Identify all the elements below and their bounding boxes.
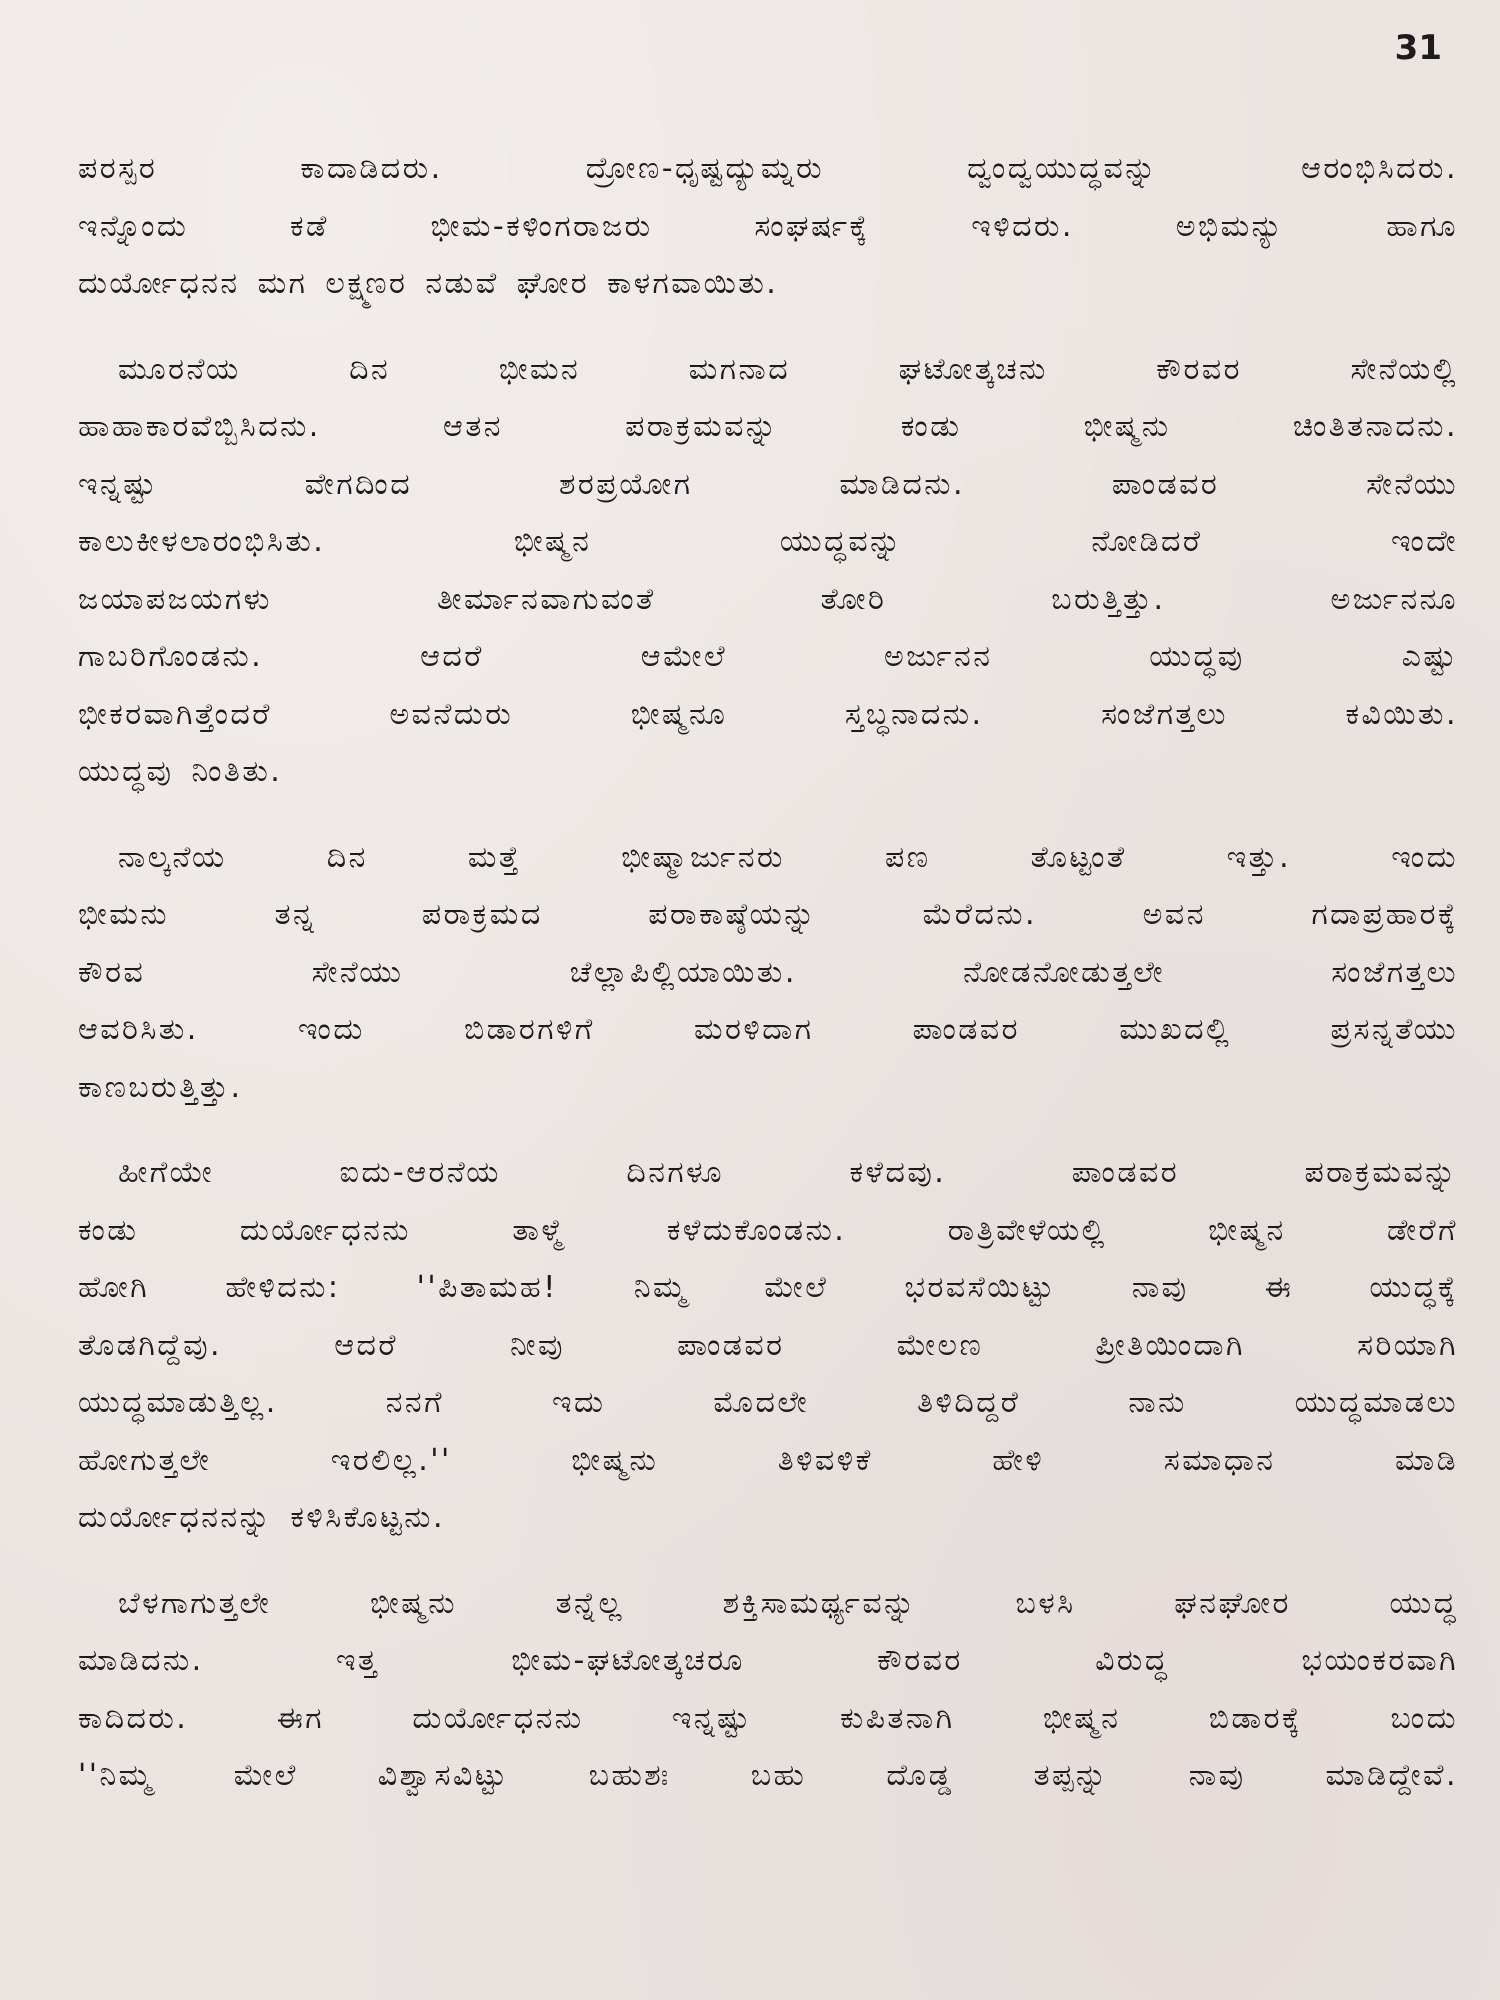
paragraph <box>78 341 1458 801</box>
text-line: ತೊಡಗಿದ್ದೆವು. ಆದರೆ ನೀವು ಪಾಂಡವರ ಮೇಲಣ ಪ್ರೀತಿಯಿಂದಾಗಿ ಸರಿಯಾಗಿ <box>78 1327 1458 1363</box>
text-line: ಗಾಬರಿಗೊಂಡನು. ಆದರೆ ಆಮೇಲೆ ಅರ್ಜುನನ ಯುದ್ಧವು ಎಷ್ಟು <box>78 639 1458 674</box>
text-line: ಯುದ್ಧವು ನಿಂತಿತು. <box>78 754 283 789</box>
text-line: ದುರ್ಯೋಧನನನ್ನು ಕಳಿಸಿಕೊಟ್ಟನು. <box>78 1500 446 1535</box>
text-line: ಕೌರವ ಸೇನೆಯು ಚೆಲ್ಲಾಪಿಲ್ಲಿಯಾಯಿತು. ನೋಡನೋಡುತ್ತಲೇ ಸಂಜೆಗತ್ತಲು <box>78 954 1458 990</box>
text-line: ನಾಲ್ಕನೆಯ ದಿನ ಮತ್ತೆ ಭೀಷ್ಮಾರ್ಜುನರು ಪಣ ತೊಟ್ಟಂತೆ ಇತ್ತು. ಇಂದು <box>118 839 1458 875</box>
text-line: ಮೂರನೆಯ ದಿನ ಭೀಮನ ಮಗನಾದ ಘಟೋತ್ಕಚನು ಕೌರವರ ಸೇನೆಯಲ್ಲಿ <box>118 351 1458 387</box>
text-line: ಜಯಾಪಜಯಗಳು ತೀರ್ಮಾನವಾಗುವಂತೆ ತೋರಿ ಬರುತ್ತಿತ್ತು. ಅರ್ಜುನನೂ <box>78 581 1458 617</box>
text-line: ಹೋಗಿ ಹೇಳಿದನು: ''ಪಿತಾಮಹ! ನಿಮ್ಮ ಮೇಲೆ ಭರವಸೆಯಿಟ್ಟು ನಾವು ಈ ಯುದ್ಧಕ್ಕೆ <box>78 1270 1458 1305</box>
text-line: ಕಾದಿದರು. ಈಗ ದುರ್ಯೋಧನನು ಇನ್ನಷ್ಟು ಕುಪಿತನಾಗಿ ಭೀಷ್ಮನ ಬಿಡಾರಕ್ಕೆ ಬಂದು <box>78 1700 1458 1736</box>
text-line: ಕಂಡು ದುರ್ಯೋಧನನು ತಾಳ್ಮೆ ಕಳೆದುಕೊಂಡನು. ರಾತ್ರಿವೇಳೆಯಲ್ಲಿ ಭೀಷ್ಮನ ಡೇರೆಗೆ <box>78 1212 1458 1248</box>
body-text <box>78 140 1458 1833</box>
text-line: ಭೀಮನು ತನ್ನ ಪರಾಕ್ರಮದ ಪರಾಕಾಷ್ಠೆಯನ್ನು ಮೆರೆದನು. ಅವನ ಗದಾಪ್ರಹಾರಕ್ಕೆ <box>78 897 1458 932</box>
page-number: 31 <box>1394 28 1442 68</box>
text-line: ಹಾಹಾಕಾರವೆಬ್ಬಿಸಿದನು. ಆತನ ಪರಾಕ್ರಮವನ್ನು ಕಂಡು ಭೀಷ್ಮನು ಚಿಂತಿತನಾದನು. <box>78 409 1458 444</box>
text-line: ಕಾಣಬರುತ್ತಿತ್ತು. <box>78 1069 243 1105</box>
text-line: ಪರಸ್ಪರ ಕಾದಾಡಿದರು. ದ್ರೋಣ-ಧೃಷ್ಟದ್ಯುಮ್ನರು ದ್ವಂದ್ವಯುದ್ಧವನ್ನು ಆರಂಭಿಸಿದರು. <box>78 151 1458 186</box>
paragraph <box>78 1144 1458 1547</box>
paragraph <box>78 829 1458 1117</box>
text-line: ಭೀಕರವಾಗಿತ್ತೆಂದರೆ ಅವನೆದುರು ಭೀಷ್ಮನೂ ಸ್ತಬ್ಧನಾದನು. ಸಂಜೆಗತ್ತಲು ಕವಿಯಿತು. <box>78 696 1458 732</box>
text-line: ಕಾಲುಕೀಳಲಾರಂಭಿಸಿತು. ಭೀಷ್ಮನ ಯುದ್ಧವನ್ನು ನೋಡಿದರೆ ಇಂದೇ <box>78 524 1458 559</box>
text-line: ಬೆಳಗಾಗುತ್ತಲೇ ಭೀಷ್ಮನು ತನ್ನೆಲ್ಲ ಶಕ್ತಿಸಾಮರ್ಥ್ಯವನ್ನು ಬಳಸಿ ಘನಘೋರ ಯುದ್ಧ <box>118 1585 1458 1621</box>
paragraph <box>78 140 1458 313</box>
text-line: ಇನ್ನಷ್ಟು ವೇಗದಿಂದ ಶರಪ್ರಯೋಗ ಮಾಡಿದನು. ಪಾಂಡವರ ಸೇನೆಯು <box>78 466 1458 502</box>
text-line: ಹೋಗುತ್ತಲೇ ಇರಲಿಲ್ಲ.'' ಭೀಷ್ಮನು ತಿಳಿವಳಿಕೆ ಹೇಳಿ ಸಮಾಧಾನ ಮಾಡಿ <box>78 1442 1458 1478</box>
paragraph <box>78 1575 1458 1805</box>
text-line: ಮಾಡಿದನು. ಇತ್ತ ಭೀಮ-ಘಟೋತ್ಕಚರೂ ಕೌರವರ ವಿರುದ್ಧ ಭಯಂಕರವಾಗಿ <box>78 1643 1458 1678</box>
text-line: ಹೀಗೆಯೇ ಐದು-ಆರನೆಯ ದಿನಗಳೂ ಕಳೆದವು. ಪಾಂಡವರ ಪರಾಕ್ರಮವನ್ನು <box>118 1155 1458 1190</box>
text-line: ಆವರಿಸಿತು. ಇಂದು ಬಿಡಾರಗಳಿಗೆ ಮರಳಿದಾಗ ಪಾಂಡವರ ಮುಖದಲ್ಲಿ ಪ್ರಸನ್ನತೆಯು <box>78 1012 1458 1047</box>
text-line: ಇನ್ನೊಂದು ಕಡೆ ಭೀಮ-ಕಳಿಂಗರಾಜರು ಸಂಘರ್ಷಕ್ಕೆ ಇಳಿದರು. ಅಭಿಮನ್ಯು ಹಾಗೂ <box>78 208 1458 244</box>
text-line: ದುರ್ಯೋಧನನ ಮಗ ಲಕ್ಷ್ಮಣರ ನಡುವೆ ಘೋರ ಕಾಳಗವಾಯಿತು. <box>78 266 779 301</box>
text-line: ಯುದ್ಧಮಾಡುತ್ತಿಲ್ಲ. ನನಗೆ ಇದು ಮೊದಲೇ ತಿಳಿದಿದ್ದರೆ ನಾನು ಯುದ್ಧಮಾಡಲು <box>78 1385 1458 1420</box>
text-line: ''ನಿಮ್ಮ ಮೇಲೆ ವಿಶ್ವಾಸವಿಟ್ಟು ಬಹುಶಃ ಬಹು ದೊಡ್ಡ ತಪ್ಪನ್ನು ನಾವು ಮಾಡಿದ್ದೇವೆ. <box>78 1758 1458 1793</box>
